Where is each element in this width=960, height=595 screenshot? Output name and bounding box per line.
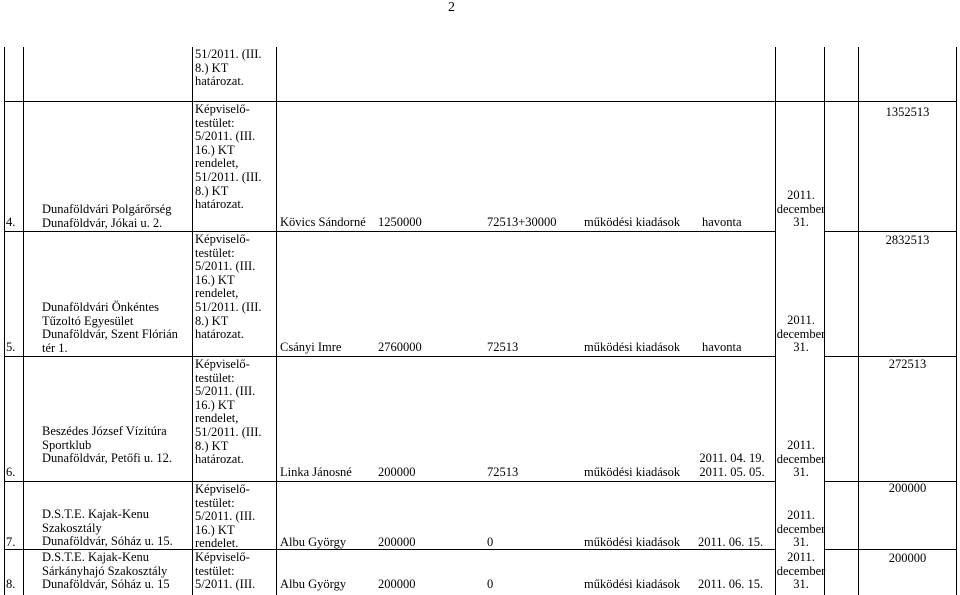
amount: 2760000: [378, 340, 422, 354]
organization-cell: Dunaföldvári Polgárőrség Dunaföldvár, Jókai u. 2.: [42, 202, 172, 230]
id-number: 200000: [888, 481, 927, 495]
amount: 200000: [378, 577, 416, 591]
budget-code: 72513: [487, 340, 519, 354]
contact-person: Kövics Sándorné: [280, 215, 366, 229]
contact-person: Csányi Imre: [280, 340, 342, 354]
column-rule: [858, 47, 859, 595]
id-number: 200000: [888, 551, 927, 565]
row-rule: [4, 356, 775, 357]
amount: 200000: [378, 535, 416, 549]
decision-cell: Képviselő- testület: 5/2011. (III. 16.) KT rendelet, 51/2011. (III. 8.) KT határozat.: [195, 357, 262, 467]
schedule: 2011. 04. 19. 2011. 05. 05.: [699, 451, 765, 479]
budget-code: 72513+30000: [487, 215, 557, 229]
row-number: 6.: [6, 465, 16, 479]
contact-person: Albu György: [280, 535, 347, 549]
deadline: 2011. december 31.: [776, 438, 826, 480]
deadline: 2011. december 31.: [776, 508, 826, 550]
row-rule: [4, 231, 775, 232]
budget-code: 72513: [487, 465, 519, 479]
decision-cell: Képviselő- testület: 5/2011. (III.: [195, 550, 256, 592]
column-rule: [4, 47, 5, 595]
purpose: működési kiadások: [584, 215, 681, 229]
id-number: 1352513: [885, 105, 930, 119]
deadline: 2011. december 31.: [776, 188, 826, 230]
organization-cell: D.S.T.E. Kajak-Kenu Szakosztály Dunaföldvár, Sóház u. 15.: [42, 507, 173, 549]
deadline: 2011. december 31.: [776, 313, 826, 355]
deadline: 2011. december 31.: [776, 550, 826, 592]
row-number: 8.: [6, 577, 16, 591]
id-number: 2832513: [885, 233, 930, 247]
schedule: 2011. 06. 15.: [698, 535, 764, 549]
page-number: 2: [448, 0, 455, 15]
decision-cell: Képviselő- testület: 5/2011. (III. 16.) KT rendelet, 51/2011. (III. 8.) KT határozat.: [195, 102, 262, 212]
schedule: havonta: [702, 340, 742, 354]
row-rule: [824, 549, 956, 550]
column-rule: [192, 47, 193, 595]
row-rule: [4, 481, 775, 482]
column-rule: [276, 47, 277, 595]
row-rule: [4, 101, 956, 102]
purpose: működési kiadások: [584, 465, 681, 479]
purpose: működési kiadások: [584, 535, 681, 549]
decision-cell: Képviselő- testület: 5/2011. (III. 16.) KT rendelet.: [195, 482, 256, 551]
schedule: 2011. 06. 15.: [698, 577, 764, 591]
organization-cell: Beszédes József Vízitúra Sportklub Dunaföldvár, Petőfi u. 12.: [42, 424, 173, 466]
organization-cell: D.S.T.E. Kajak-Kenu Sárkányhajó Szakosztály Dunaföldvár, Sóház u. 15: [42, 550, 170, 592]
schedule: havonta: [702, 215, 742, 229]
row-rule: [824, 231, 956, 232]
contact-person: Linka Jánosné: [280, 465, 352, 479]
budget-code: 0: [487, 577, 494, 591]
amount: 200000: [378, 465, 416, 479]
column-rule: [956, 47, 957, 595]
contact-person: Albu György: [280, 577, 347, 591]
top-decision-cell: 51/2011. (III. 8.) KT határozat.: [195, 47, 262, 89]
row-number: 4.: [6, 215, 16, 229]
decision-cell: Képviselő- testület: 5/2011. (III. 16.) KT rendelet, 51/2011. (III. 8.) KT határozat.: [195, 232, 262, 342]
id-number: 272513: [888, 357, 927, 371]
purpose: működési kiadások: [584, 340, 681, 354]
row-number: 7.: [6, 535, 16, 549]
column-rule: [23, 47, 24, 595]
organization-cell: Dunaföldvári Önkéntes Tűzoltó Egyesület Dunaföldvár, Szent Flórián tér 1.: [42, 300, 178, 355]
budget-code: 0: [487, 535, 494, 549]
purpose: működési kiadások: [584, 577, 681, 591]
row-number: 5.: [6, 340, 16, 354]
amount: 1250000: [378, 215, 422, 229]
